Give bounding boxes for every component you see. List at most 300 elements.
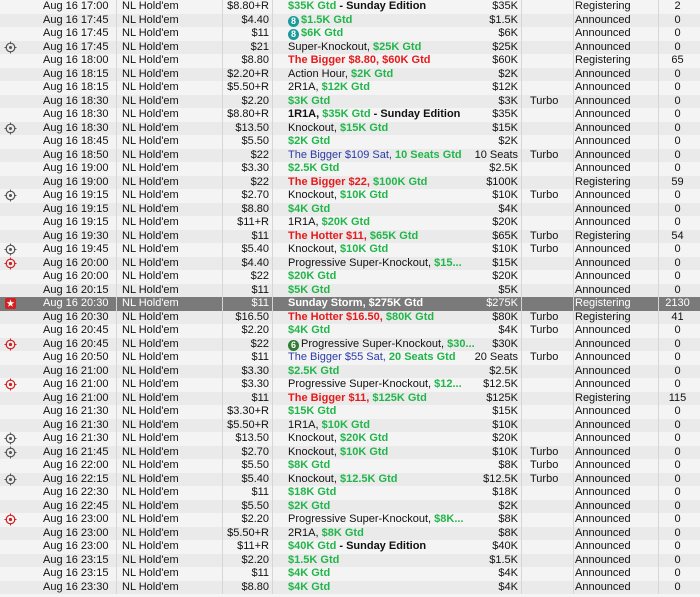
tournament-row[interactable] <box>0 54 700 68</box>
start-time-cell: Aug 16 19:15 <box>43 216 109 228</box>
players-cell: 0 <box>674 13 681 26</box>
column-separator <box>573 216 574 230</box>
tournament-name-segment: Knockout, <box>288 243 340 255</box>
tournament-name-cell <box>288 27 470 41</box>
column-separator <box>272 405 273 419</box>
tournament-row[interactable] <box>0 324 700 338</box>
status-cell: Announced <box>575 499 631 512</box>
players-cell: 0 <box>674 148 681 161</box>
game-cell: NL Hold'em <box>122 405 179 417</box>
guarantee-cell: 10 Seats <box>474 148 518 161</box>
column-separator <box>573 284 574 298</box>
column-separator <box>116 162 117 176</box>
column-separator <box>573 486 574 500</box>
players-cell: 0 <box>674 567 681 579</box>
start-time-cell: Aug 16 21:00 <box>43 378 109 390</box>
column-separator <box>272 122 273 136</box>
tournament-name-segment: $12K Gtd <box>321 81 370 93</box>
column-separator <box>116 216 117 230</box>
tournament-row[interactable] <box>0 176 700 190</box>
column-separator <box>116 324 117 338</box>
game-cell: NL Hold'em <box>122 486 179 498</box>
players-cell: 0 <box>674 283 681 296</box>
tournament-name-segment: Knockout, <box>288 472 340 485</box>
game-cell: NL Hold'em <box>122 27 179 39</box>
buyin-cell: $5.50 <box>241 459 269 471</box>
guarantee-cell: $18K <box>492 486 518 498</box>
speed-cell <box>530 392 572 406</box>
column-separator <box>573 459 574 473</box>
knockout-icon <box>4 432 17 446</box>
tournament-row[interactable] <box>0 392 700 406</box>
tournament-name-segment: $8K Gtd <box>321 526 364 539</box>
column-separator <box>573 176 574 190</box>
start-time-cell: Aug 16 22:45 <box>43 499 109 512</box>
speed-cell <box>530 365 572 379</box>
knockout-icon <box>4 122 17 136</box>
column-separator <box>116 459 117 473</box>
tournament-name-cell <box>288 446 470 460</box>
speed-cell <box>530 14 572 28</box>
game-cell: NL Hold'em <box>122 297 179 309</box>
column-separator <box>573 41 574 55</box>
game-cell: NL Hold'em <box>122 337 179 350</box>
tournament-name-segment: $6K Gtd <box>301 27 344 39</box>
tournament-row[interactable] <box>0 405 700 419</box>
game-cell: NL Hold'em <box>122 472 179 485</box>
column-separator <box>573 135 574 149</box>
tournament-row[interactable] <box>0 0 700 14</box>
players-cell: 0 <box>674 378 681 390</box>
tournament-name-cell <box>288 500 470 514</box>
tournament-name-cell <box>288 351 470 365</box>
tournament-row[interactable] <box>0 486 700 500</box>
status-cell: Announced <box>575 337 631 350</box>
buyin-cell: $3.30+R <box>227 405 269 417</box>
game-cell: NL Hold'em <box>122 580 179 593</box>
column-separator <box>272 176 273 190</box>
start-time-cell: Aug 16 20:00 <box>43 256 109 269</box>
tournament-name-cell <box>288 432 470 446</box>
column-separator <box>116 81 117 95</box>
column-separator <box>116 203 117 217</box>
start-time-cell: Aug 16 18:30 <box>43 121 109 134</box>
status-cell: Announced <box>575 364 631 377</box>
column-separator <box>521 392 522 406</box>
column-separator <box>272 0 273 14</box>
players-cell: 65 <box>671 54 684 66</box>
column-separator <box>573 446 574 460</box>
speed-cell: Turbo <box>530 148 559 161</box>
column-separator <box>573 14 574 28</box>
column-separator <box>521 216 522 230</box>
game-cell: NL Hold'em <box>122 432 179 444</box>
tournament-row[interactable] <box>0 14 700 28</box>
status-cell: Registering <box>575 175 631 188</box>
tournament-name-cell <box>288 337 475 352</box>
column-separator <box>573 324 574 338</box>
buyin-cell: $8.80 <box>241 580 269 593</box>
tournament-name-segment: $40K Gtd <box>288 540 337 552</box>
guarantee-cell: $15K <box>492 405 518 417</box>
speed-cell <box>530 527 572 541</box>
column-separator <box>521 459 522 473</box>
start-time-cell: Aug 16 22:15 <box>43 472 109 485</box>
status-cell: Announced <box>575 27 631 39</box>
column-separator <box>521 432 522 446</box>
column-separator <box>116 122 117 136</box>
game-cell: NL Hold'em <box>122 378 179 390</box>
column-separator <box>521 68 522 82</box>
status-cell: Announced <box>575 162 631 174</box>
tournament-row[interactable] <box>0 432 700 446</box>
status-cell: Announced <box>575 270 631 282</box>
speed-cell <box>530 216 572 230</box>
buyin-cell: $21 <box>250 40 269 53</box>
column-separator <box>272 486 273 500</box>
game-cell: NL Hold'em <box>122 499 179 512</box>
speed-cell <box>530 338 572 352</box>
tournament-name-segment: The Bigger $55 Sat, <box>288 351 389 363</box>
column-separator <box>521 135 522 149</box>
column-separator <box>272 432 273 446</box>
column-separator <box>521 27 522 41</box>
tournament-name-segment: $30... <box>447 337 475 350</box>
column-separator <box>573 554 574 568</box>
tournament-row[interactable] <box>0 365 700 379</box>
column-separator <box>573 68 574 82</box>
tournament-row[interactable] <box>0 473 700 487</box>
tournament-name-cell <box>288 284 470 298</box>
knockout-icon <box>4 473 17 487</box>
tournament-name-segment: $10K Gtd <box>339 243 389 255</box>
tournament-row[interactable] <box>0 338 700 352</box>
column-separator <box>116 108 117 122</box>
tournament-row[interactable] <box>0 230 700 244</box>
column-separator <box>573 540 574 554</box>
start-time-cell: Aug 16 22:00 <box>43 459 109 471</box>
players-cell: 0 <box>674 256 681 269</box>
game-cell: NL Hold'em <box>122 567 179 579</box>
column-separator <box>116 270 117 284</box>
column-separator <box>272 378 273 392</box>
tournament-name-segment: $65K Gtd <box>369 229 419 242</box>
speed-cell <box>530 567 572 581</box>
guarantee-cell: $30K <box>492 337 518 350</box>
column-separator <box>521 149 522 163</box>
speed-cell: Turbo <box>530 472 559 485</box>
tournament-row[interactable] <box>0 554 700 568</box>
tournament-row[interactable] <box>0 189 700 203</box>
guarantee-cell: $10K <box>492 189 518 201</box>
column-separator <box>272 135 273 149</box>
column-separator <box>573 230 574 244</box>
column-separator <box>521 311 522 325</box>
tournament-name-segment: $2K Gtd <box>350 67 394 80</box>
start-time-cell: Aug 16 21:00 <box>43 364 109 377</box>
status-cell: Announced <box>575 243 631 255</box>
game-cell: NL Hold'em <box>122 445 179 458</box>
column-separator <box>272 14 273 28</box>
start-time-cell: Aug 16 21:30 <box>43 432 109 444</box>
column-separator <box>521 0 522 14</box>
column-separator <box>116 284 117 298</box>
status-cell: Registering <box>575 229 631 242</box>
column-separator <box>573 0 574 14</box>
tournament-name-segment: Sunday Storm, $275K Gtd <box>288 297 424 309</box>
guarantee-cell: $40K <box>492 540 518 552</box>
game-cell: NL Hold'em <box>122 54 179 66</box>
column-separator <box>116 95 117 109</box>
game-cell: NL Hold'em <box>122 553 179 566</box>
speed-cell: Turbo <box>530 243 559 255</box>
column-separator <box>573 500 574 514</box>
tournament-row[interactable] <box>0 513 700 527</box>
column-separator <box>272 189 273 203</box>
status-cell: Announced <box>575 135 631 147</box>
column-separator <box>521 365 522 379</box>
guarantee-cell: $15K <box>492 121 518 134</box>
tournament-row[interactable] <box>0 149 700 163</box>
column-separator <box>272 473 273 487</box>
tournament-row[interactable] <box>0 135 700 149</box>
column-separator <box>116 405 117 419</box>
table-size-badge: 6 <box>288 340 299 351</box>
guarantee-cell: $10K <box>492 445 518 458</box>
column-separator <box>272 459 273 473</box>
tournament-name-segment: $4K Gtd <box>288 580 331 593</box>
column-separator <box>272 311 273 325</box>
buyin-cell: $22 <box>250 148 269 161</box>
tournament-name-segment: Knockout, <box>288 121 340 134</box>
column-separator <box>521 81 522 95</box>
speed-cell <box>530 54 572 68</box>
tournament-name-cell <box>288 540 470 554</box>
players-cell: 0 <box>674 189 681 201</box>
buyin-cell: $22 <box>250 175 269 188</box>
guarantee-cell: $2K <box>498 499 518 512</box>
progressive-knockout-icon <box>4 338 17 352</box>
status-cell: Announced <box>575 108 631 120</box>
tournament-row[interactable] <box>0 108 700 122</box>
guarantee-cell: $12.5K <box>483 472 518 485</box>
tournament-name-segment: 2R1A, <box>288 526 322 539</box>
column-separator <box>521 513 522 527</box>
players-cell: 0 <box>674 243 681 255</box>
tournament-name-segment: $5K Gtd <box>288 283 331 296</box>
column-separator <box>573 567 574 581</box>
tournament-name-cell <box>288 149 470 163</box>
tournament-row[interactable] <box>0 216 700 230</box>
column-separator <box>573 405 574 419</box>
tournament-name-segment: $3K Gtd <box>288 94 331 107</box>
tournament-name-cell <box>288 216 470 230</box>
tournament-row[interactable] <box>0 27 700 41</box>
buyin-cell: $11+R <box>237 540 269 552</box>
game-cell: NL Hold'em <box>122 418 179 431</box>
players-cell: 115 <box>668 391 687 404</box>
players-cell: 0 <box>674 40 681 53</box>
tournament-row[interactable] <box>0 459 700 473</box>
tournament-name-segment: 20 Seats Gtd <box>388 351 456 363</box>
players-cell: 0 <box>674 486 681 498</box>
column-separator <box>272 284 273 298</box>
tournament-name-cell <box>288 176 470 190</box>
tournament-row[interactable] <box>0 351 700 365</box>
tournament-row[interactable] <box>0 378 700 392</box>
tournament-row[interactable] <box>0 257 700 271</box>
column-separator <box>573 257 574 271</box>
buyin-cell: $8.80+R <box>227 108 269 120</box>
tournament-row[interactable] <box>0 41 700 55</box>
guarantee-cell: $100K <box>486 175 518 188</box>
knockout-icon <box>4 189 17 203</box>
tournament-name-segment: $10K Gtd <box>321 418 370 431</box>
game-cell: NL Hold'em <box>122 108 179 120</box>
column-separator <box>573 108 574 122</box>
tournament-row[interactable] <box>0 95 700 109</box>
column-separator <box>272 527 273 541</box>
status-cell: Announced <box>575 567 631 579</box>
column-separator <box>521 95 522 109</box>
speed-cell <box>530 162 572 176</box>
column-separator <box>272 513 273 527</box>
tournament-row[interactable] <box>0 419 700 433</box>
speed-cell: Turbo <box>530 189 559 201</box>
tournament-name-cell <box>288 230 470 244</box>
tournament-row[interactable] <box>0 270 700 284</box>
start-time-cell: Aug 16 22:30 <box>43 486 109 498</box>
tournament-name-cell <box>288 365 470 379</box>
column-separator <box>116 135 117 149</box>
column-separator <box>521 486 522 500</box>
speed-cell <box>530 0 572 14</box>
tournament-name-segment: 1R1A, <box>288 108 323 120</box>
status-cell: Announced <box>575 216 631 228</box>
progressive-knockout-icon <box>4 513 17 527</box>
tournament-row[interactable] <box>0 203 700 217</box>
speed-cell <box>530 405 572 419</box>
tournament-name-segment: $2.5K Gtd <box>288 364 340 377</box>
column-separator <box>272 68 273 82</box>
buyin-cell: $2.20+R <box>227 67 269 80</box>
tournament-name-cell <box>288 513 470 527</box>
column-separator <box>116 297 117 311</box>
column-separator <box>272 230 273 244</box>
game-cell: NL Hold'em <box>122 40 179 53</box>
buyin-cell: $2.20 <box>241 513 269 525</box>
speed-cell <box>530 432 572 446</box>
tournament-name-segment: $4K Gtd <box>288 324 331 336</box>
players-cell: 0 <box>674 459 681 471</box>
tournament-row[interactable] <box>0 68 700 82</box>
tournament-row[interactable] <box>0 446 700 460</box>
buyin-cell: $8.80 <box>241 54 269 66</box>
speed-cell <box>530 378 572 392</box>
guarantee-cell: $12K <box>492 81 518 93</box>
column-separator <box>573 203 574 217</box>
tournament-row[interactable] <box>0 540 700 554</box>
tournament-row[interactable] <box>0 567 700 581</box>
guarantee-cell: $10K <box>492 243 518 255</box>
guarantee-cell: $4K <box>498 580 518 593</box>
tournament-row-selected[interactable] <box>0 297 700 311</box>
tournament-name-segment: $12.5K Gtd <box>339 472 398 485</box>
tournament-name-cell <box>288 68 470 82</box>
column-separator <box>116 257 117 271</box>
tournament-name-segment: 10 Seats Gtd <box>395 148 462 161</box>
speed-cell <box>530 81 572 95</box>
guarantee-cell: $125K <box>486 391 518 404</box>
column-separator <box>116 338 117 352</box>
column-separator <box>573 54 574 68</box>
tournament-row[interactable] <box>0 500 700 514</box>
buyin-cell: $3.30 <box>241 162 269 174</box>
tournament-name-cell <box>288 459 470 473</box>
column-separator <box>116 419 117 433</box>
guarantee-cell: $1.5K <box>489 13 518 26</box>
players-cell: 0 <box>674 121 681 134</box>
start-time-cell: Aug 16 23:15 <box>43 567 109 579</box>
buyin-cell: $2.20 <box>241 94 269 107</box>
tournament-row[interactable] <box>0 311 700 325</box>
column-separator <box>272 351 273 365</box>
tournament-name-cell <box>288 419 470 433</box>
guarantee-cell: $2.5K <box>489 364 518 377</box>
tournament-row[interactable] <box>0 162 700 176</box>
speed-cell: Turbo <box>530 351 559 363</box>
speed-cell <box>530 203 572 217</box>
featured-star-icon <box>4 297 17 311</box>
game-cell: NL Hold'em <box>122 391 179 404</box>
column-separator <box>272 297 273 311</box>
column-separator <box>573 162 574 176</box>
tournament-row[interactable] <box>0 527 700 541</box>
guarantee-cell: $275K <box>486 297 518 309</box>
column-separator <box>521 162 522 176</box>
column-separator <box>116 392 117 406</box>
buyin-cell: $11 <box>251 283 269 296</box>
game-cell: NL Hold'em <box>122 81 179 93</box>
tournament-row[interactable] <box>0 122 700 136</box>
tournament-name-cell <box>288 405 470 419</box>
column-separator <box>573 189 574 203</box>
tournament-row[interactable] <box>0 581 700 595</box>
column-separator <box>116 500 117 514</box>
guarantee-cell: 20 Seats <box>474 351 518 363</box>
column-separator <box>521 189 522 203</box>
speed-cell: Turbo <box>530 229 559 242</box>
column-separator <box>573 311 574 325</box>
speed-cell <box>530 513 572 527</box>
column-separator <box>521 473 522 487</box>
tournament-name-cell <box>288 0 470 14</box>
start-time-cell: Aug 16 19:00 <box>43 162 109 174</box>
start-time-cell: Aug 16 19:45 <box>43 243 109 255</box>
status-cell: Registering <box>575 310 631 323</box>
game-cell: NL Hold'em <box>122 459 179 471</box>
tournament-row[interactable] <box>0 243 700 257</box>
game-cell: NL Hold'em <box>122 256 179 269</box>
tournament-row[interactable] <box>0 81 700 95</box>
buyin-cell: $5.50+R <box>227 418 269 431</box>
column-separator <box>573 338 574 352</box>
game-cell: NL Hold'em <box>122 148 179 161</box>
tournament-name-cell <box>288 473 470 487</box>
tournament-row[interactable] <box>0 284 700 298</box>
buyin-cell: $2.70 <box>241 445 269 458</box>
game-cell: NL Hold'em <box>122 0 179 12</box>
